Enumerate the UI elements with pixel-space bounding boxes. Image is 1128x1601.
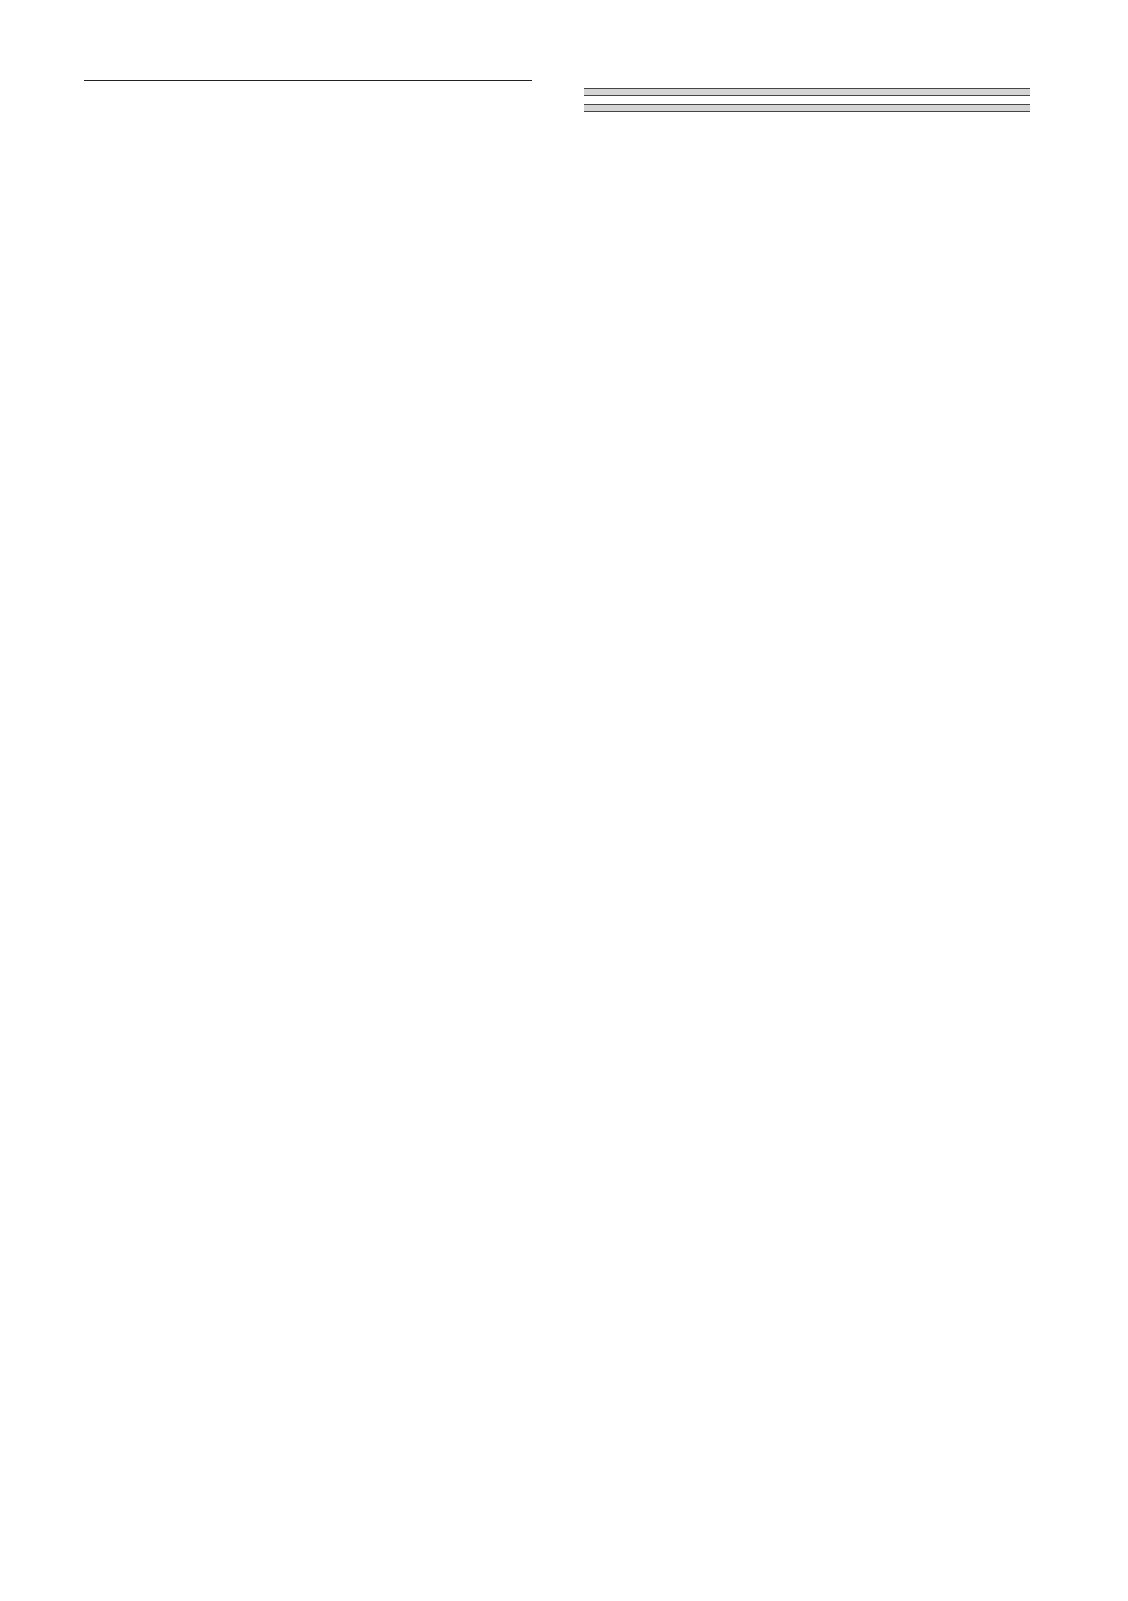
footer-divider — [84, 80, 532, 121]
left-column — [84, 74, 532, 127]
errors-section-title — [584, 104, 1030, 112]
right-column — [584, 74, 1030, 118]
songpal-section-title — [584, 88, 1030, 96]
